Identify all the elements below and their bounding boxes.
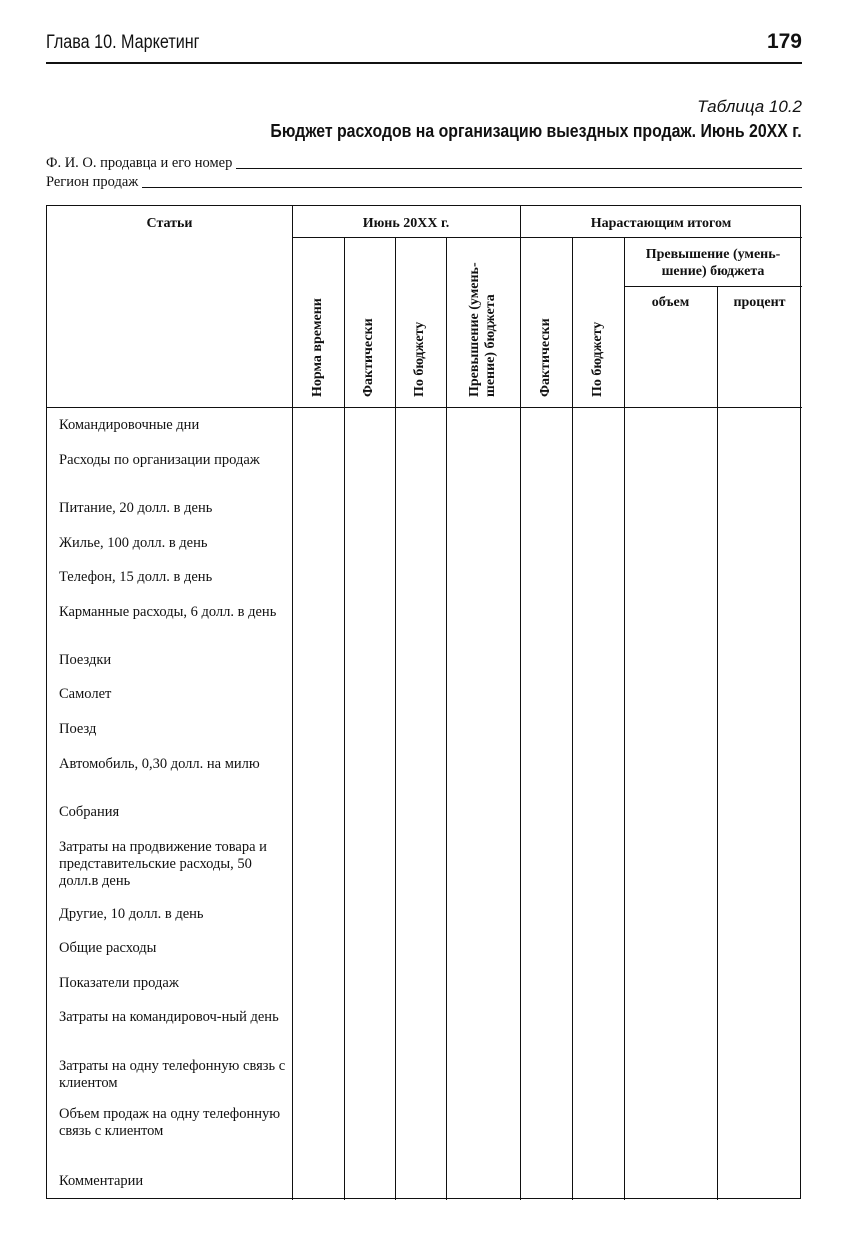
header-divider-overrun <box>624 286 802 287</box>
row-label: Показатели продаж <box>59 975 179 991</box>
row-label: Карманные расходы, 6 долл. в день <box>59 604 277 620</box>
chapter-title: Глава 10. Маркетинг <box>46 32 200 53</box>
col-line-3 <box>395 237 396 1200</box>
header-june-overrun: Превышение (умень- шение) бюджета <box>467 262 498 397</box>
row-label: Расходы по организации продаж <box>59 452 260 468</box>
row-label: Другие, 10 долл. в день <box>59 906 204 922</box>
row-label: Жилье, 100 долл. в день <box>59 535 208 551</box>
row-label: Комментарии <box>59 1173 144 1189</box>
col-line-1 <box>292 206 293 1200</box>
seller-blank-line <box>236 167 802 169</box>
header-percent: процент <box>733 295 786 310</box>
row-label: Затраты на одну телефонную связь с клиентом <box>59 1058 286 1091</box>
seller-label: Ф. И. О. продавца и его номер <box>46 155 233 171</box>
header-cum-budget: По бюджету <box>590 321 605 397</box>
col-line-7 <box>624 237 625 1200</box>
page-number: 179 <box>766 30 802 53</box>
col-line-8 <box>717 286 718 1200</box>
table-title: Бюджет расходов на организацию выездных продаж. Июнь 20XX г. <box>270 121 802 141</box>
header-time-norm: Норма времени <box>310 298 325 397</box>
header-bottom-line <box>47 407 802 408</box>
header-items: Статьи <box>146 216 193 231</box>
row-label: Телефон, 15 долл. в день <box>59 569 213 585</box>
col-line-6 <box>572 237 573 1200</box>
header-june: Июнь 20XX г. <box>362 216 450 231</box>
row-label: Общие расходы <box>59 940 157 956</box>
row-label: Затраты на командировоч-ный день <box>59 1009 279 1025</box>
header-june-budget: По бюджету <box>412 321 427 397</box>
row-label: Командировочные дни <box>59 417 200 433</box>
row-label: Питание, 20 долл. в день <box>59 500 213 516</box>
row-label: Автомобиль, 0,30 долл. на милю <box>59 756 260 772</box>
header-volume: объем <box>651 295 690 310</box>
region-blank-line <box>142 186 802 188</box>
region-field <box>46 173 802 191</box>
header-june-actual: Фактически <box>361 318 376 397</box>
budget-table <box>46 205 801 1199</box>
row-label: Собрания <box>59 804 120 820</box>
col-line-2 <box>344 237 345 1200</box>
header-cum-overrun: Превышение (умень-шение) бюджета <box>645 247 781 279</box>
row-label: Поезд <box>59 721 97 737</box>
header-divider-top <box>292 237 802 238</box>
header-cum-actual: Фактически <box>538 318 553 397</box>
seller-field <box>46 154 802 172</box>
header-cumulative: Нарастающим итогом <box>590 216 732 231</box>
page-header <box>46 28 802 64</box>
col-line-5 <box>520 206 521 1200</box>
region-label: Регион продаж <box>46 174 139 190</box>
table-label: Таблица 10.2 <box>697 97 802 116</box>
row-label: Объем продаж на одну телефонную связь с клиентом <box>59 1106 281 1139</box>
row-label: Поездки <box>59 652 112 668</box>
col-line-4 <box>446 237 447 1200</box>
row-label: Затраты на продвижение товара и представительские расходы, 50 долл.в день <box>59 839 267 889</box>
row-label: Самолет <box>59 686 112 702</box>
